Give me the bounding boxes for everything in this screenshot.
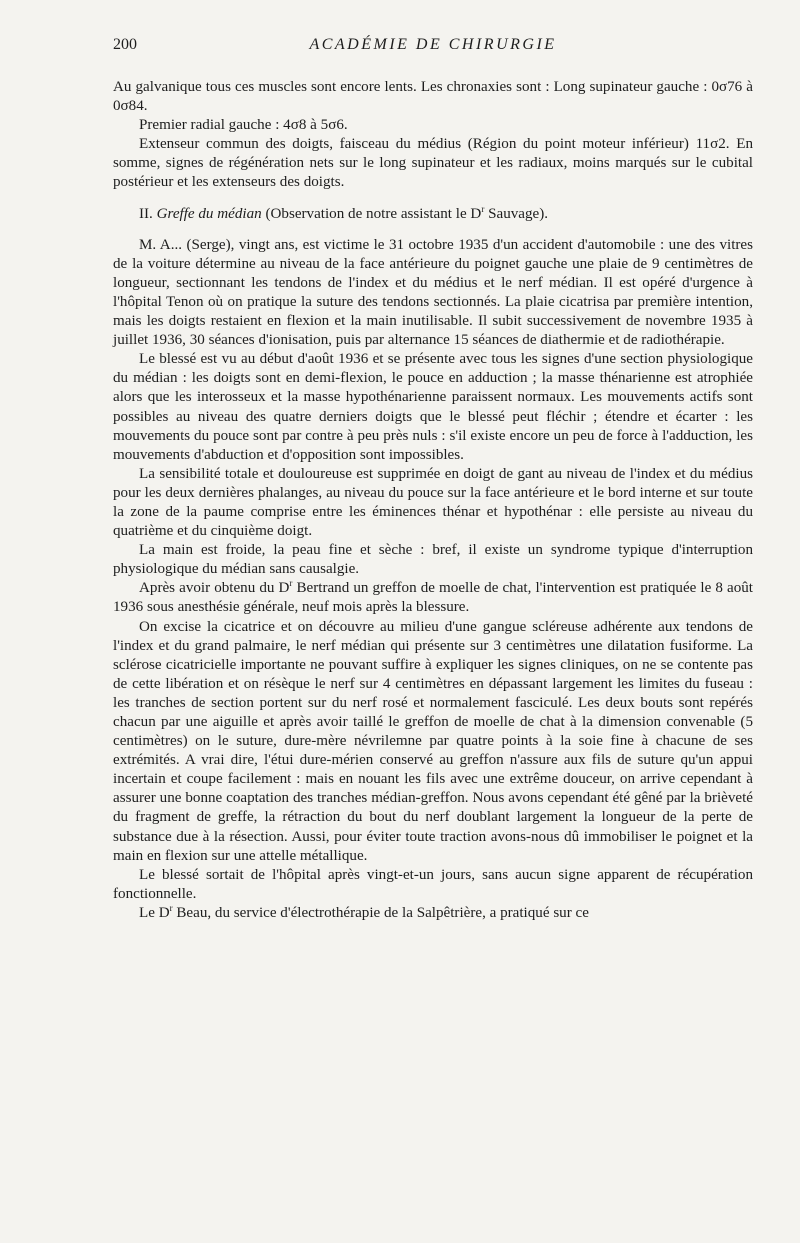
paragraph: Après avoir obtenu du $D^r$ Bertrand un greffon de moelle de chat, l'intervention est pratiquée le 8 août 1936 sous anesthésie générale, neuf mois après la blessure. [113,578,753,616]
paragraph: Premier radial gauche : 4σ8 à 5σ6. [139,117,348,134]
page-number: 200 [113,36,137,53]
section-note: (Observation de notre assistant le $D^r$ Sauvage). [265,203,549,222]
running-head: ACADÉMIE DE CHIRURGIE [309,36,557,53]
paragraph: On excise la cicatrice et on découvre au milieu d'une gangue scléreuse adhérente aux tendons de l'index et du grand palmaire, le nerf médian qui présente sur 3 centimètres une dilatation fusiforme. La sclérose cicatricielle importante ne pouvant suffire à expliquer les signes cliniques, on ne se contente pas de cette libération et on résèque le nerf sur 4 centimètres en dépassant largement les limites du fuseau : les tranches de section portent sur du nerf rosé et normalement fasciculé. Les deux bouts sont repérés chacun par une aiguille et après avoir taillé le greffon de moelle de chat à la dimension convenable (5 centimètres) on le suture, dure-mère névrilemne par quatre points à la soie fine à chacune de ses extrémités. A vrai dire, l'étui dure-mérien conservé au greffon n'assure aux fils de suture qu'un appui incertain et coupe facilement : mais en nouant les fils avec une extrême douceur, on arrive cependant à assurer une bonne coaptation des tranches médian-greffon. Nous avons cependant été gêné par la brièveté du fragment de greffe, la rétraction du bout du nerf doublant largement la longueur de la perte de substance due à la résection. Aussi, pour éviter toute traction avons-nous dû immobiliser le poignet et la main en flexion sur une attelle métallique. [113,618,753,864]
paragraph: La sensibilité totale et douloureuse est supprimée en doigt de gant au niveau de l'index et du médius pour les deux dernières phalanges, au niveau du pouce sur la face antérieure et le bord interne et sur toute la zone de la paume comprise entre les éminences thénar et hypothénar : elle persiste au niveau du quatrième et du cinquième doigt. [113,465,753,540]
page-header [113,36,753,58]
paragraph: Le blessé sortait de l'hôpital après vingt-et-un jours, sans aucun signe apparent de récupération fonctionnelle. [113,866,753,902]
paragraph: Le blessé est vu au début d'août 1936 et se présente avec tous les signes d'une section physiologique du médian : les doigts sont en demi-flexion, le pouce en adduction ; la masse thénarienne est atrophiée alors que les interosseux et la masse hypothénarienne paraissent normaux. Les mouvements actifs sont possibles au niveau des quatre derniers doigts que le blessé peut fléchir ; étendre et écarter : les mouvements du pouce sont par contre à peu près nuls : s'il existe encore un peu de force à l'adduction, les mouvements d'abduction et d'opposition sont impossibles. [113,351,753,463]
paragraph: Extenseur commun des doigts, faisceau du médius (Région du point moteur inférieur) 11σ2. En somme, signes de régénération nets sur le long supinateur et les radiaux, moins marqués sur le cubital postérieur et les extenseurs des doigts. [113,136,753,191]
paragraph: La main est froide, la peau fine et sèche : bref, il existe un syndrome typique d'interruption physiologique du médian sans causalgie. [113,542,753,578]
section-title: Greffe du médian [156,205,262,222]
paragraph: M. A... (Serge), vingt ans, est victime le 31 octobre 1935 d'un accident d'automobile : une des vitres de la voiture détermine au niveau de la face antérieure du poignet gauche une plaie de 9 centimètres de longueur, sectionnant les tendons de l'index et du médius et le nerf médian. Il est opéré d'urgence à l'hôpital Tenon où on pratique la suture des tendons sectionnés. La plaie cicatrisa par première intention, mais les doigts restaient en flexion et la main inutilisable. Il subit successivement de novembre 1935 à juillet 1936, 30 séances d'ionisation, puis par alternance 15 séances de diathermie et de radiothérapie. [113,236,753,349]
paragraph: Le $D^r$ Beau, du service d'électrothérapie de la Salpêtrière, a pratiqué sur ce [139,902,589,921]
section-heading [113,205,753,224]
section-number: II. [139,205,153,222]
paragraph: Au galvanique tous ces muscles sont encore lents. Les chronaxies sont : Long supinateur gauche : 0σ76 à 0σ84. [113,79,753,115]
body-text [113,78,753,923]
